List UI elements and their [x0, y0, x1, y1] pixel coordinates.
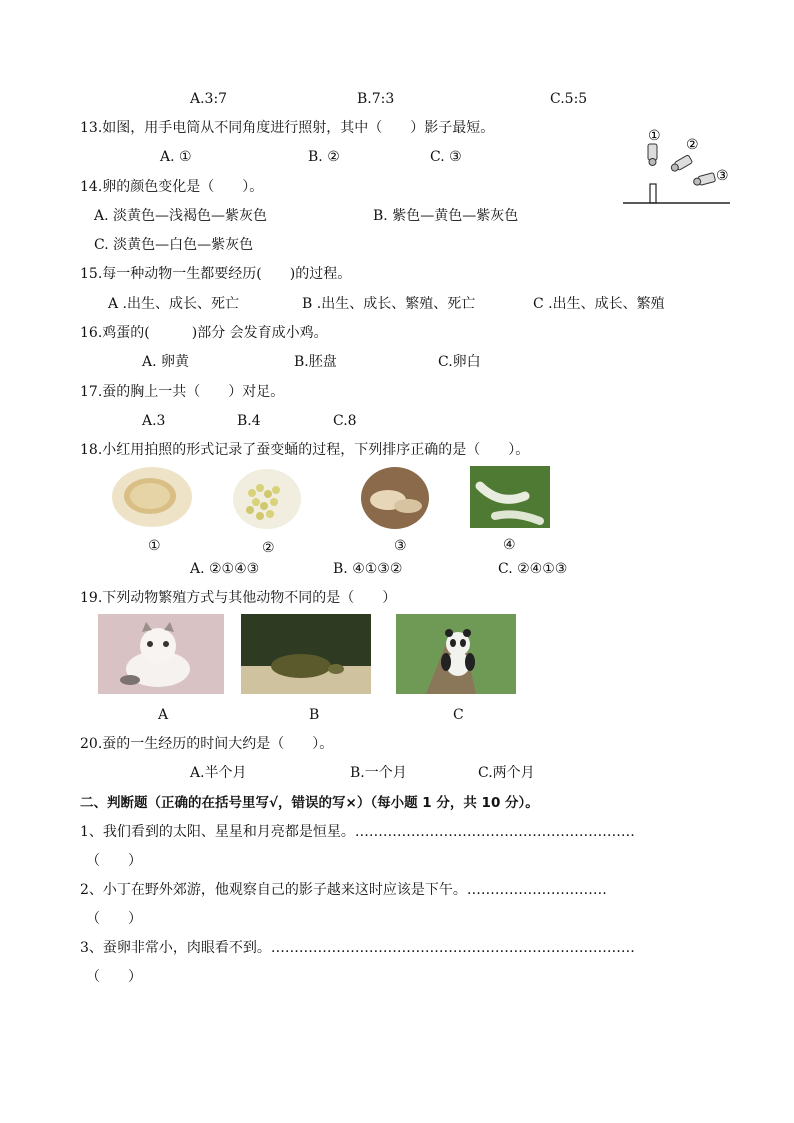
photo-eggs [232, 468, 302, 530]
photo-cocoon [110, 466, 194, 528]
q18-photo-label-3: ③ [394, 538, 407, 554]
flashlight-icon [670, 155, 693, 174]
q18-stem: 18.小红用拍照的形式记录了蚕变蛹的过程，下列排序正确的是（ ）。 [80, 442, 530, 458]
q17-option-c: C.8 [333, 413, 357, 429]
q12-option-b: B.7:3 [357, 91, 395, 107]
q13-option-a: A. ① [160, 149, 192, 165]
q15-option-a: A .出生、成长、死亡 [108, 296, 240, 312]
flashlight-icon [693, 173, 716, 187]
fig-label-2: ② [686, 137, 699, 153]
q13-option-c: C. ③ [430, 149, 462, 165]
q16-stem: 16.鸡蛋的( )部分 会发育成小鸡。 [80, 325, 328, 341]
q14-stem: 14.卵的颜色变化是（ ）。 [80, 179, 264, 195]
q18-photo-label-1: ① [148, 538, 161, 554]
photo-turtle [241, 614, 371, 694]
q20-option-b: B.一个月 [350, 765, 407, 781]
judge-item-3: 3、蚕卵非常小，肉眼看不到。…………………………………………………………………… [80, 940, 635, 956]
q15-option-b: B .出生、成长、繁殖、死亡 [302, 296, 476, 312]
q19-label-c: C [453, 707, 464, 723]
q16-option-c: C.卵白 [438, 354, 481, 370]
photo-panda [396, 614, 516, 694]
q20-stem: 20.蚕的一生经历的时间大约是（ ）。 [80, 736, 334, 752]
q16-option-a: A. 卵黄 [142, 354, 190, 370]
judge-item-2: 2、小丁在野外郊游，他观察自己的影子越来这时应该是下午。………………………… [80, 882, 607, 898]
photo-pupating [360, 466, 430, 530]
q12-option-c: C.5:5 [550, 91, 588, 107]
q14-option-b: B. 紫色—黄色—紫灰色 [373, 208, 519, 224]
q18-photo-label-2: ② [262, 540, 275, 556]
q18-option-c: C. ②④①③ [498, 561, 568, 577]
q13-stem: 13.如图，用手电筒从不同角度进行照射，其中（ ）影子最短。 [80, 120, 495, 136]
judge-blank-2: （ ） [86, 911, 142, 927]
fig-label-3: ③ [716, 168, 729, 184]
judge-blank-3: （ ） [86, 969, 142, 985]
q18-option-a: A. ②①④③ [190, 561, 260, 577]
q17-option-b: B.4 [237, 413, 261, 429]
q14-option-c: C. 淡黄色—白色—紫灰色 [94, 237, 254, 253]
q14-option-a: A. 淡黄色—浅褐色—紫灰色 [94, 208, 268, 224]
q19-stem: 19.下列动物繁殖方式与其他动物不同的是（ ） [80, 590, 397, 606]
q15-stem: 15.每一种动物一生都要经历( )的过程。 [80, 266, 352, 282]
judge-blank-1: （ ） [86, 853, 142, 869]
q19-label-b: B [309, 707, 320, 723]
q17-option-a: A.3 [142, 413, 166, 429]
q19-label-a: A [158, 707, 169, 723]
photo-silkworm [470, 466, 550, 528]
q13-option-b: B. ② [308, 149, 340, 165]
q20-option-c: C.两个月 [478, 765, 535, 781]
q17-stem: 17.蚕的胸上一共（ ）对足。 [80, 384, 285, 400]
flashlight-icon [648, 144, 657, 166]
q18-option-b: B. ④①③② [333, 561, 403, 577]
flashlight-figure [620, 124, 735, 208]
photo-cat [98, 614, 224, 694]
q15-option-c: C .出生、成长、繁殖 [533, 296, 665, 312]
section2-title: 二、判断题（正确的在括号里写√，错误的写×）（每小题 1 分，共 10 分）。 [80, 795, 539, 811]
fig-label-1: ① [648, 128, 661, 144]
q20-option-a: A.半个月 [190, 765, 247, 781]
q12-option-a: A.3:7 [190, 91, 228, 107]
judge-item-1: 1、我们看到的太阳、星星和月亮都是恒星。…………………………………………………… [80, 824, 635, 840]
q18-photo-label-4: ④ [503, 537, 516, 553]
q16-option-b: B.胚盘 [294, 354, 337, 370]
